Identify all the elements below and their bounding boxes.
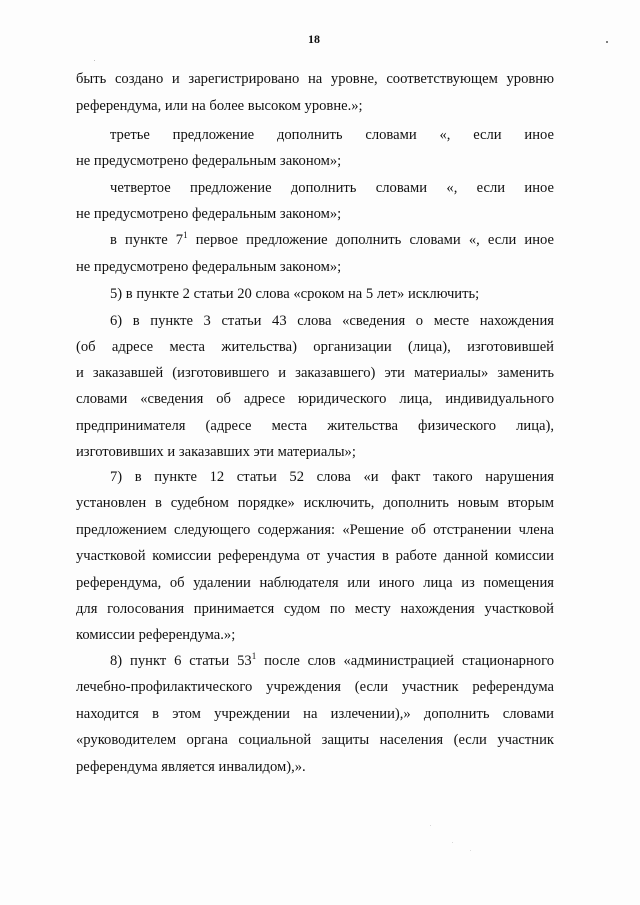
text-line: референдума является инвалидом),». [76,759,306,775]
text-line: и заказавшей (изготовившего и заказавшего) эти материалы» заменить [76,365,554,381]
text-line: «руководителем органа социальной защиты населения (если участник [76,732,554,748]
text-line [110,652,554,670]
text-line: словами «сведения об адресе юридического лица, индивидуального [76,391,554,407]
text-line: третье предложение дополнить словами «, если иное [110,127,554,143]
text-line: предпринимателя (адресе места жительства физического лица), [76,418,554,434]
text-line: комиссии референдума.»; [76,627,236,643]
scan-speck [430,825,431,826]
text-line: референдума, об удалении наблюдателя или иного лица из помещения [76,575,554,591]
text-run: в пункте 7 [110,232,184,248]
text-line: (об адресе места жительства) организации (лица), изготовившей [76,339,554,355]
text-run: после слов «администрацией стационарного [256,653,554,669]
text-line: участковой комиссии референдума от участия в работе данной комиссии [76,548,554,564]
text-run: 8) пункт 6 статьи 53 [110,653,252,669]
text-line: быть создано и зарегистрировано на уровне, соответствующем уровню [76,71,554,87]
scan-speck [470,850,471,851]
text-line: 6) в пункте 3 статьи 43 слова «сведения о месте нахождения [110,313,554,329]
text-line: лечебно-профилактического учреждения (если участник референдума [76,679,554,695]
page-number: 18 [308,32,320,46]
superscript: 1 [183,230,188,240]
text-line: изготовивших и заказавших эти материалы»; [76,444,356,460]
text-line: не предусмотрено федеральным законом»; [76,206,342,222]
scan-speck [452,842,453,843]
text-line: 7) в пункте 12 статьи 52 слова «и факт такого нарушения [110,469,554,485]
text-run: первое предложение дополнить словами «, если иное [187,232,554,248]
scan-speck [94,60,95,61]
superscript: 1 [251,651,257,661]
scan-speck [606,41,608,43]
text-line: не предусмотрено федеральным законом»; [76,259,342,275]
text-line [110,231,554,249]
text-line: предложением следующего содержания: «Решение об отстранении члена [76,522,554,538]
text-line: находится в этом учреждении на излечении),» дополнить словами [76,706,554,722]
text-line: четвертое предложение дополнить словами «, если иное [110,180,554,196]
text-line: не предусмотрено федеральным законом»; [76,153,342,169]
text-line: установлен в судебном порядке» исключить, дополнить новым вторым [76,495,554,511]
text-line: для голосования принимается судом по месту нахождения участковой [76,601,554,617]
text-line: 5) в пункте 2 статьи 20 слова «сроком на 5 лет» исключить; [110,286,480,302]
text-line: референдума, или на более высоком уровне.»; [76,98,363,114]
